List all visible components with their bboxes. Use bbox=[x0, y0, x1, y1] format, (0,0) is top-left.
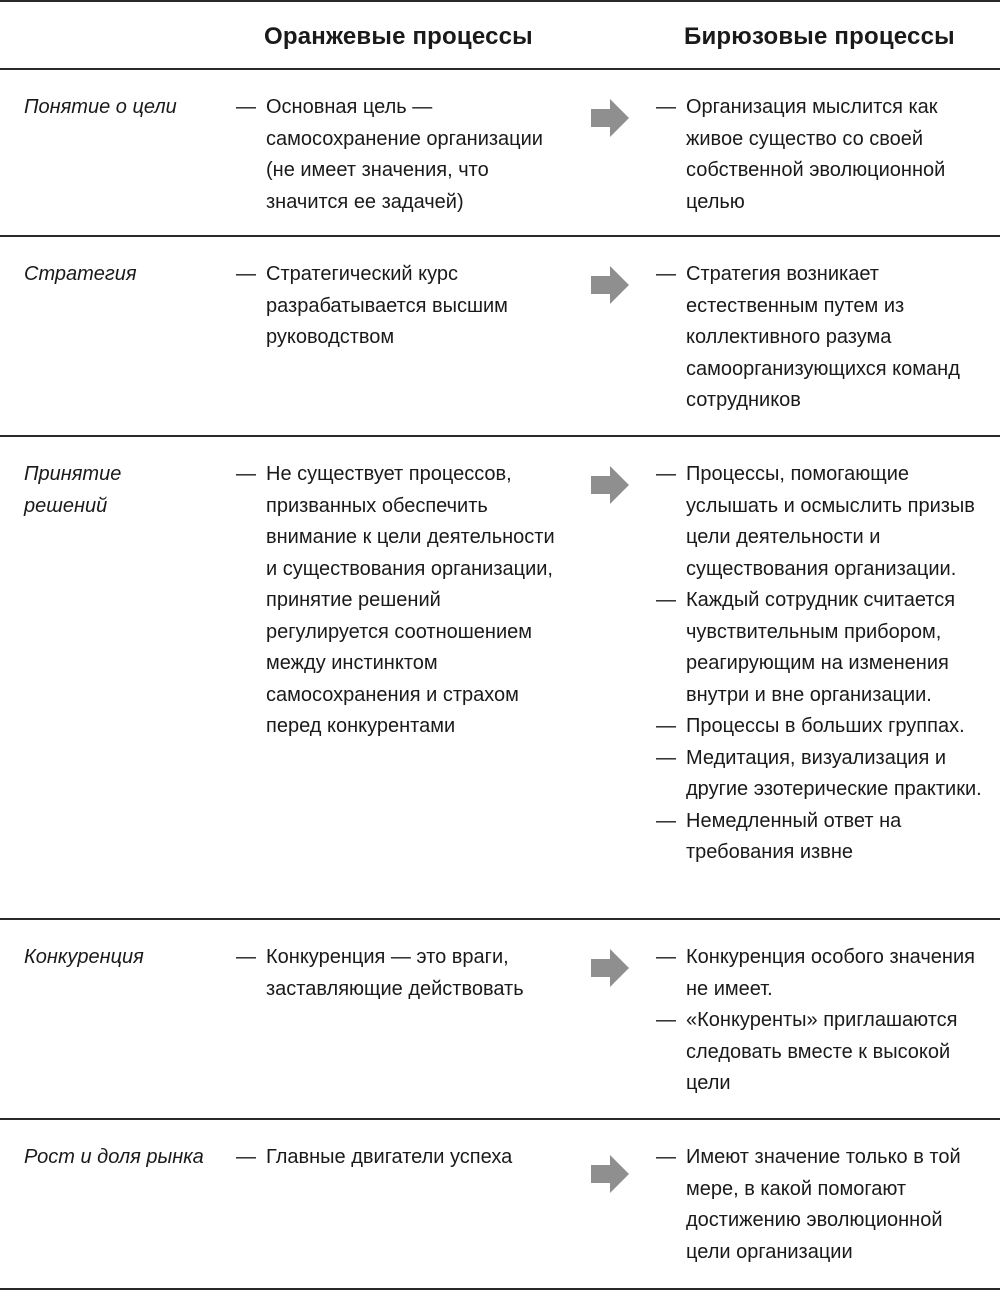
item-text: Стратегический курс разрабатывается высшим руководством bbox=[266, 263, 508, 348]
list-item bbox=[236, 92, 556, 218]
teal-cell bbox=[656, 92, 986, 218]
item-text: Имеют значение только в той мере, в какой помогают достижению эволюционной цели организации bbox=[686, 1146, 961, 1263]
table-row bbox=[0, 920, 1000, 1118]
dash: — bbox=[656, 946, 676, 968]
dash: — bbox=[656, 263, 676, 285]
item-text: Конкуренция особого значения не имеет. bbox=[686, 946, 975, 1000]
item-text: Медитация, визуализация и другие эзотерические практики. bbox=[686, 746, 982, 800]
item-text: Организация мыслится как живое существо со своей собственной эволюционной целью bbox=[686, 96, 946, 213]
list-item bbox=[236, 459, 556, 743]
dash: — bbox=[236, 463, 256, 485]
teal-cell bbox=[656, 942, 986, 1100]
row-label: Рост и доля рынка bbox=[24, 1146, 204, 1168]
dash: — bbox=[656, 715, 676, 737]
list-item bbox=[656, 711, 986, 743]
orange-cell bbox=[236, 259, 556, 354]
teal-cell bbox=[656, 459, 986, 869]
table-row bbox=[0, 1120, 1000, 1288]
item-text: Процессы, помогающие услышать и осмыслить призыв цели деятельности и существования организации. bbox=[686, 463, 975, 580]
arrow-right-icon bbox=[591, 98, 631, 138]
list-item bbox=[236, 942, 556, 1005]
dash: — bbox=[236, 263, 256, 285]
dash: — bbox=[656, 809, 676, 832]
dash: — bbox=[236, 1146, 256, 1168]
orange-cell bbox=[236, 1142, 556, 1174]
item-text: Стратегия возникает естественным путем из коллективного разума самоорганизующихся команд сотрудников bbox=[686, 263, 960, 411]
item-text: Процессы в больших группах. bbox=[686, 715, 965, 737]
dash: — bbox=[656, 463, 676, 485]
dash: — bbox=[656, 96, 676, 118]
list-item bbox=[656, 459, 986, 585]
table-row bbox=[0, 237, 1000, 435]
item-text: Каждый сотрудник считается чувствительным прибором, реагирующим на изменения внутри и вне организации. bbox=[686, 589, 956, 706]
arrow-right-icon bbox=[591, 948, 631, 988]
list-item bbox=[656, 942, 986, 1005]
item-text: Главные двигатели успеха bbox=[266, 1146, 513, 1168]
list-item bbox=[236, 259, 556, 354]
dash: — bbox=[656, 589, 676, 611]
list-item bbox=[656, 743, 986, 806]
teal-cell bbox=[656, 1142, 986, 1268]
arrow-right-icon bbox=[591, 465, 631, 505]
list-item bbox=[656, 259, 986, 417]
row-label: Понятие о цели bbox=[24, 96, 177, 118]
orange-cell bbox=[236, 459, 556, 743]
row-label: Стратегия bbox=[24, 263, 137, 285]
item-text: «Конкуренты» приглашаются следовать вместе к высокой цели bbox=[686, 1009, 958, 1094]
row-label: Конкуренция bbox=[24, 946, 144, 968]
table-row bbox=[0, 437, 1000, 918]
item-text: Конкуренция — это враги, заставляющие действовать bbox=[266, 946, 524, 1000]
header-orange-processes: Оранжевые процессы bbox=[264, 23, 533, 50]
list-item bbox=[656, 585, 986, 711]
dash: — bbox=[656, 1009, 676, 1031]
dash: — bbox=[236, 96, 256, 118]
list-item bbox=[656, 1142, 986, 1268]
item-text: Немедленный ответ на требования извне bbox=[686, 809, 902, 863]
table-header bbox=[0, 2, 1000, 68]
arrow-right-icon bbox=[591, 265, 631, 305]
row-label: Принятие решений bbox=[24, 463, 122, 517]
arrow-right-icon bbox=[591, 1154, 631, 1194]
teal-cell bbox=[656, 259, 986, 417]
orange-cell bbox=[236, 942, 556, 1005]
orange-cell bbox=[236, 92, 556, 218]
list-item bbox=[656, 92, 986, 218]
item-text: Не существует процессов, призванных обеспечить внимание к цели деятельности и существования организации, принятие решений регулируется соотношением между инстинктом самосохранения и страхом перед конкурентами bbox=[266, 463, 555, 737]
header-teal-processes: Бирюзовые процессы bbox=[684, 23, 955, 50]
table-row bbox=[0, 70, 1000, 235]
dash: — bbox=[236, 946, 256, 968]
item-text: Основная цель — самосохранение организации (не имеет значения, что значится ее задачей) bbox=[266, 96, 543, 213]
list-item bbox=[236, 1142, 556, 1174]
list-item bbox=[656, 1005, 986, 1100]
dash: — bbox=[656, 746, 676, 769]
dash: — bbox=[656, 1146, 676, 1168]
list-item bbox=[656, 806, 986, 869]
